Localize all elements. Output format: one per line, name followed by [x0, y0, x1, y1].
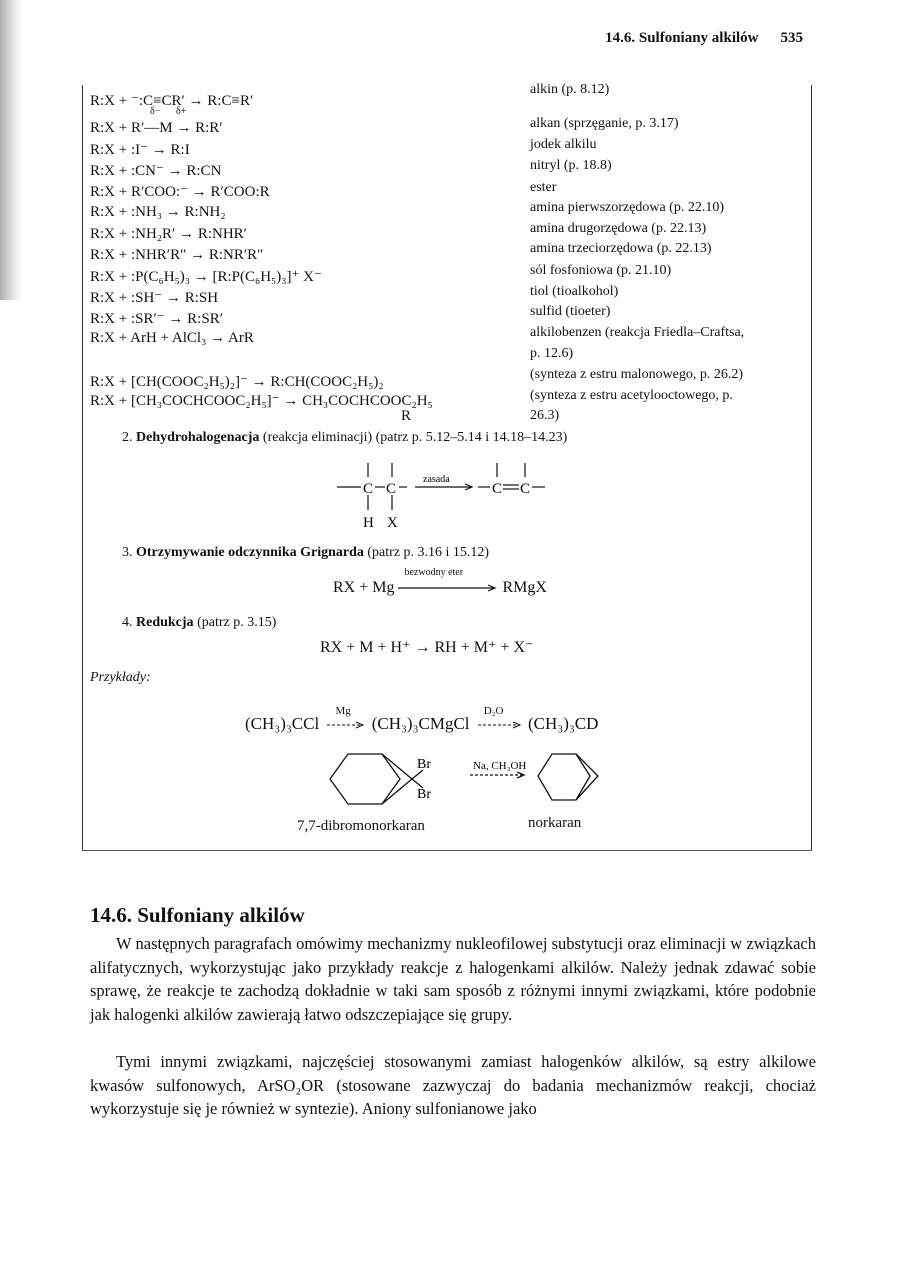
carbon-atom: C [492, 481, 503, 497]
carbon-atom: C [363, 481, 374, 497]
section-2-label [122, 430, 567, 446]
reaction-eq: R:X + :NHR′R″ → R:NR′R″ [90, 247, 264, 263]
example-1-intermediate: (CH₃)₃CMgCl [371, 714, 470, 733]
section-title: 14.6. Sulfoniany alkilów [90, 903, 305, 927]
example-1-equation [245, 705, 599, 734]
section-number: 2. [122, 430, 133, 445]
dibromonorcarane-label: 7,7-dibromonorkaran [297, 818, 425, 834]
norcarane-scheme [320, 748, 620, 813]
reaction-product: nitryl (p. 18.8) [530, 158, 612, 173]
reaction-eq: R [401, 408, 412, 424]
reaction-eq: R:X + :NH₃ → R:NH₂ [90, 204, 226, 220]
section-heading: Otrzymywanie odczynnika Grignarda [136, 545, 364, 560]
elimination-diagram [335, 455, 565, 540]
example-1-product: (CH₃)₃CD [528, 714, 599, 733]
reaction-eq: R:X + R′COO:⁻ → R′COO:R [90, 184, 270, 200]
reaction-product: (synteza z estru malonowego, p. 26.2) [530, 367, 744, 382]
reduction-equation: RX + M + H⁺ → RH + M⁺ + X⁻ [320, 639, 534, 656]
hydrogen-atom: H [363, 515, 374, 531]
reaction-product: p. 12.6) [530, 346, 574, 361]
grignard-arrow [398, 567, 498, 593]
scan-edge-shadow [0, 0, 22, 300]
reaction-eq: R:X + ArH + AlCl₃ → ArR [90, 330, 254, 346]
cyclopropane-ring [382, 754, 412, 804]
body-paragraph: W następnych paragrafach omówimy mechanizmy nukleofilowej substytucji oraz eliminacji w związkach alifatycznych, wykorzystując jako przykłady reakcje z halogenkami alkilów. Należy jednak zdawać sobie sprawę, że reakcje te zachodzą dokładnie w taki sam sposób z różnymi innymi związkami, które podobnie jak halogenki alkilów zawierają łatwo odszczepiające się grupy. [90, 934, 816, 1024]
body-paragraph: Tymi innymi związkami, najczęściej stosowanymi zamiast halogenków alkilów, są estry alkilowe kwasów sulfonowych, ArSO₂OR (stosowane zazwyczaj do badania mechanizmów reakcji, chociaż wykorzystuje się je również w syntezie). Aniony sulfonianowe jako [90, 1052, 816, 1118]
reaction-eq: R:X + :SH⁻ → R:SH [90, 290, 219, 306]
section-4-label [122, 615, 276, 631]
reaction-product: jodek alkilu [530, 137, 597, 152]
reaction-eq: R:X + [CH₃COCHCOOC₂H₅]⁻ → CH₃COCHCOOC₂H₅ [90, 393, 433, 409]
section-heading: Dehydrohalogenacja [136, 430, 260, 445]
reaction-product: alkin (p. 8.12) [530, 82, 610, 97]
reaction-product: amina drugorzędowa (p. 22.13) [530, 221, 707, 236]
grignard-product: RMgX [502, 579, 547, 596]
example-2-reagent: Na, CH₃OH [473, 760, 527, 772]
dibromonorcarane-ring [330, 754, 400, 804]
bromine-atom: Br [417, 757, 431, 772]
section-number: 3. [122, 545, 133, 560]
reaction-product: ester [530, 180, 557, 195]
section-heading: Redukcja [136, 615, 194, 630]
reaction-product: alkilobenzen (reakcja Friedla–Craftsa, [530, 325, 745, 340]
example-1-arrow-1 [323, 705, 367, 730]
grignard-conditions: bezwodny eter [404, 567, 464, 579]
reaction-eq: R:X + R′—M → R:R′ [90, 120, 223, 136]
section-reference: (patrz p. 3.15) [193, 615, 277, 630]
reaction-eq: R:X + [CH(COOC₂H₅)₂]⁻ → R:CH(COOC₂H₅)₂ [90, 374, 384, 390]
section-3-label [122, 545, 489, 561]
example-1-reagent-2: D₂O [483, 705, 504, 718]
section-reference: (patrz p. 3.16 i 15.12) [363, 545, 490, 560]
halogen-atom: X [387, 515, 398, 531]
running-header [605, 30, 803, 47]
reaction-eq: R:X + :NH₂R′ → R:NHR′ [90, 226, 247, 242]
reaction-product: 26.3) [530, 408, 560, 423]
reaction-product: (synteza z estru acetylooctowego, p. [530, 388, 733, 403]
reaction-product: amina trzeciorzędowa (p. 22.13) [530, 241, 712, 256]
bromine-atom: Br [417, 787, 431, 802]
example-1-reactant: (CH₃)₃CCl [245, 714, 320, 733]
example-1-reagent-1: Mg [335, 705, 351, 718]
norcarane-label: norkaran [528, 815, 582, 831]
grignard-reactants: RX + Mg [333, 579, 395, 596]
reaction-eq: R:X + :CN⁻ → R:CN [90, 163, 222, 179]
page-number: 535 [780, 30, 803, 46]
reaction-product: tiol (tioalkohol) [530, 284, 619, 299]
header-title: 14.6. Sulfoniany alkilów [605, 30, 759, 46]
reaction-eq: R:X + :SR′⁻ → R:SR′ [90, 311, 223, 327]
reaction-eq: R:X + ⁻:C≡CR′ → R:C≡R′ [90, 93, 254, 109]
reaction-product: sulfid (tioeter) [530, 304, 611, 319]
reaction-product: sól fosfoniowa (p. 21.10) [530, 263, 672, 278]
section-number: 4. [122, 615, 133, 630]
carbon-atom: C [386, 481, 397, 497]
reaction-eq: R:X + :P(C₆H₅)₃ → [R:P(C₆H₅)₃]⁺ X⁻ [90, 269, 322, 285]
reaction-product: amina pierwszorzędowa (p. 22.10) [530, 200, 724, 215]
section-reference: (reakcja eliminacji) (patrz p. 5.12–5.14 i 14.18–14.23) [259, 430, 568, 445]
reaction-eq: R:X + :I⁻ → R:I [90, 142, 190, 158]
delta-minus: δ− [150, 106, 161, 117]
elimination-reagent: zasada [423, 474, 450, 485]
grignard-equation [333, 567, 547, 597]
example-1-arrow-2 [474, 705, 524, 730]
carbon-atom: C [520, 481, 531, 497]
reaction-product: alkan (sprzęganie, p. 3.17) [530, 116, 679, 131]
examples-label: Przykłady: [90, 670, 151, 685]
delta-plus: δ+ [176, 106, 187, 117]
